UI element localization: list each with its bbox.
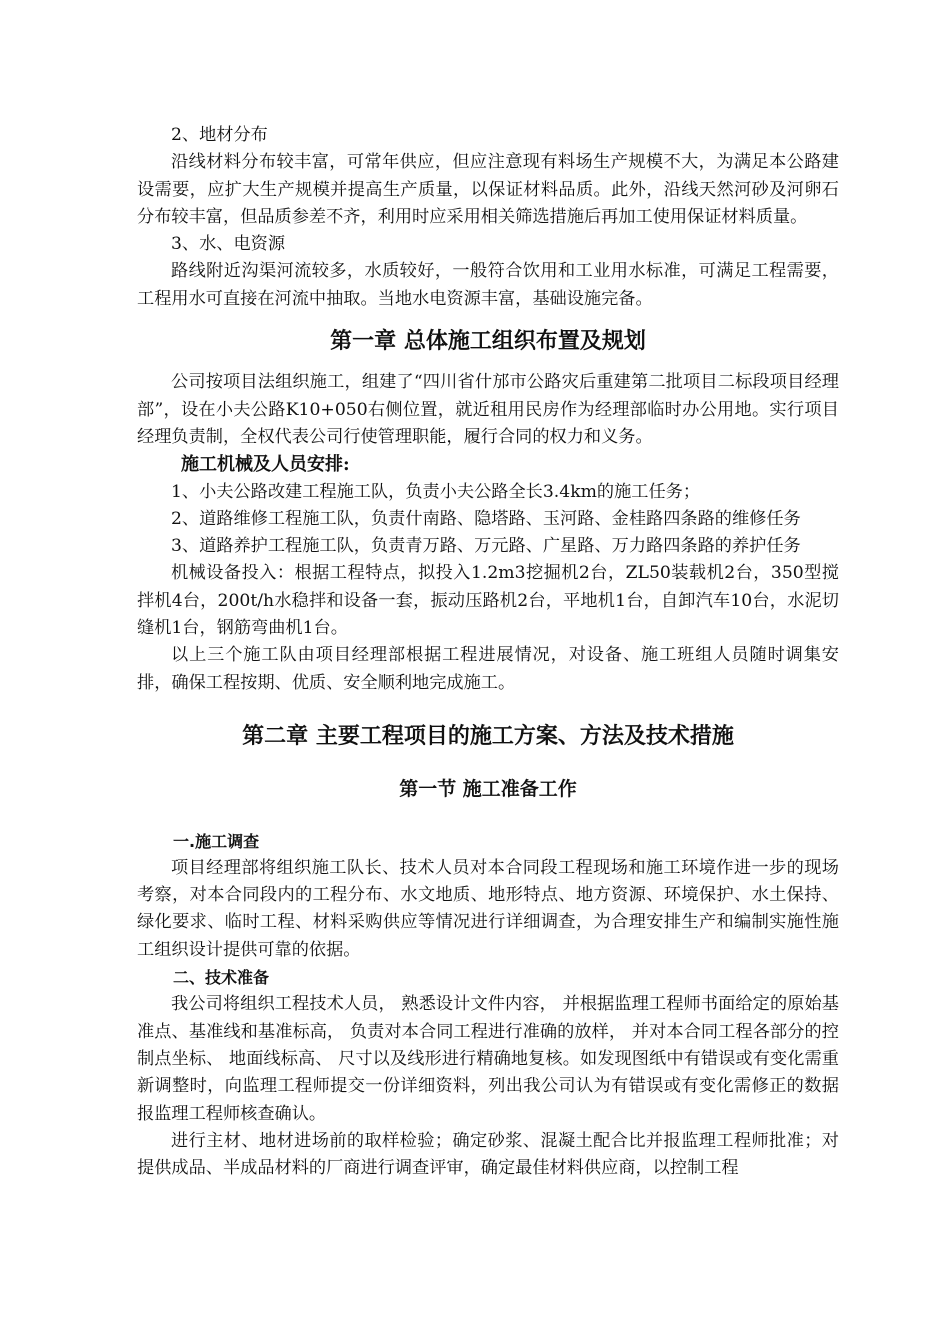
paragraph-teams-arrangement: 以上三个施工队由项目经理部根据工程进展情况，对设备、施工班组人员随时调集安排，确保工程按期、优质、安全顺利地完成施工。 bbox=[137, 645, 839, 693]
team-item-3: 3、道路养护工程施工队，负责青万路、万元路、广星路、万力路四条路的养护任务 bbox=[171, 536, 801, 557]
heading-technical-preparation: 二、技术准备 bbox=[173, 968, 270, 988]
paragraph-water-power: 路线附近沟渠河流较多，水质较好，一般符合饮用和工业用水标准，可满足工程需要，工程用水可直接在河流中抽取。当地水电资源丰富，基础设施完备。 bbox=[137, 261, 839, 309]
section-1-title: 第一节 施工准备工作 bbox=[399, 778, 577, 801]
paragraph-local-materials: 沿线材料分布较丰富，可常年供应，但应注意现有料场生产规模不大，为满足本公路建设需要，应扩大生产规模并提高生产质量，以保证材料品质。此外，沿线天然河砂及河卵石分布较丰富，但品质参差不齐，利用时应采用相关筛选措施后再加工使用保证材料质量。 bbox=[137, 152, 839, 227]
chapter-1-title: 第一章 总体施工组织布置及规划 bbox=[330, 329, 646, 355]
paragraph-technical-preparation: 我公司将组织工程技术人员， 熟悉设计文件内容， 并根据监理工程师书面给定的原始基准点、基准线和基准标高， 负责对本合同工程进行准确的放样， 并对本合同工程各部分的控制点坐标、 地面线标高、 尺寸以及线形进行精确地复核。如发现图纸中有错误或有变化需重新调整时，向监理工程师提交一份详细资料，列出我公司认为有错误或有变化需修正的数据报监理工程师核查确认。 bbox=[137, 994, 839, 1124]
heading-water-power: 3、水、电资源 bbox=[171, 234, 286, 255]
document-page bbox=[137, 122, 839, 1182]
chapter-2-title: 第二章 主要工程项目的施工方案、方法及技术措施 bbox=[242, 723, 734, 749]
team-item-1: 1、小夫公路改建工程施工队，负责小夫公路全长3.4km的施工任务； bbox=[171, 481, 701, 502]
heading-local-materials: 2、地材分布 bbox=[171, 125, 268, 145]
paragraph-construction-survey: 项目经理部将组织施工队长、技术人员对本合同段工程现场和施工环境作进一步的现场考察，对本合同段内的工程分布、水文地质、地形特点、地方资源、环境保护、水土保持、绿化要求、临时工程、材料采购供应等情况进行详细调查，为合理安排生产和编制实施性施工组织设计提供可靠的依据。 bbox=[137, 857, 839, 960]
paragraph-equipment: 机械设备投入：根据工程特点，拟投入1.2m3挖掘机2台，ZL50装载机2台，350型搅拌机4台，200t/h水稳拌和设备一套，振动压路机2台，平地机1台，自卸汽车10台，水泥切缝机1台，钢筋弯曲机1台。 bbox=[137, 563, 839, 639]
heading-construction-survey: 一.施工调查 bbox=[173, 831, 260, 851]
paragraph-project-organization: 公司按项目法组织施工，组建了“四川省什邡市公路灾后重建第二批项目二标段项目经理部”，设在小夫公路K10+050右侧位置，就近租用民房作为经理部临时办公用地。实行项目经理负责制，全权代表公司行使管理职能，履行合同的权力和义务。 bbox=[137, 372, 839, 447]
team-item-2: 2、道路维修工程施工队，负责什南路、隐塔路、玉河路、金桂路四条路的维修任务 bbox=[171, 508, 801, 529]
paragraph-material-inspection: 进行主材、地材进场前的取样检验；确定砂浆、混凝土配合比并报监理工程师批准；对提供成品、半成品材料的厂商进行调查评审，确定最佳材料供应商，以控制工程 bbox=[137, 1130, 839, 1179]
heading-machinery-personnel: 施工机械及人员安排: bbox=[181, 454, 350, 476]
